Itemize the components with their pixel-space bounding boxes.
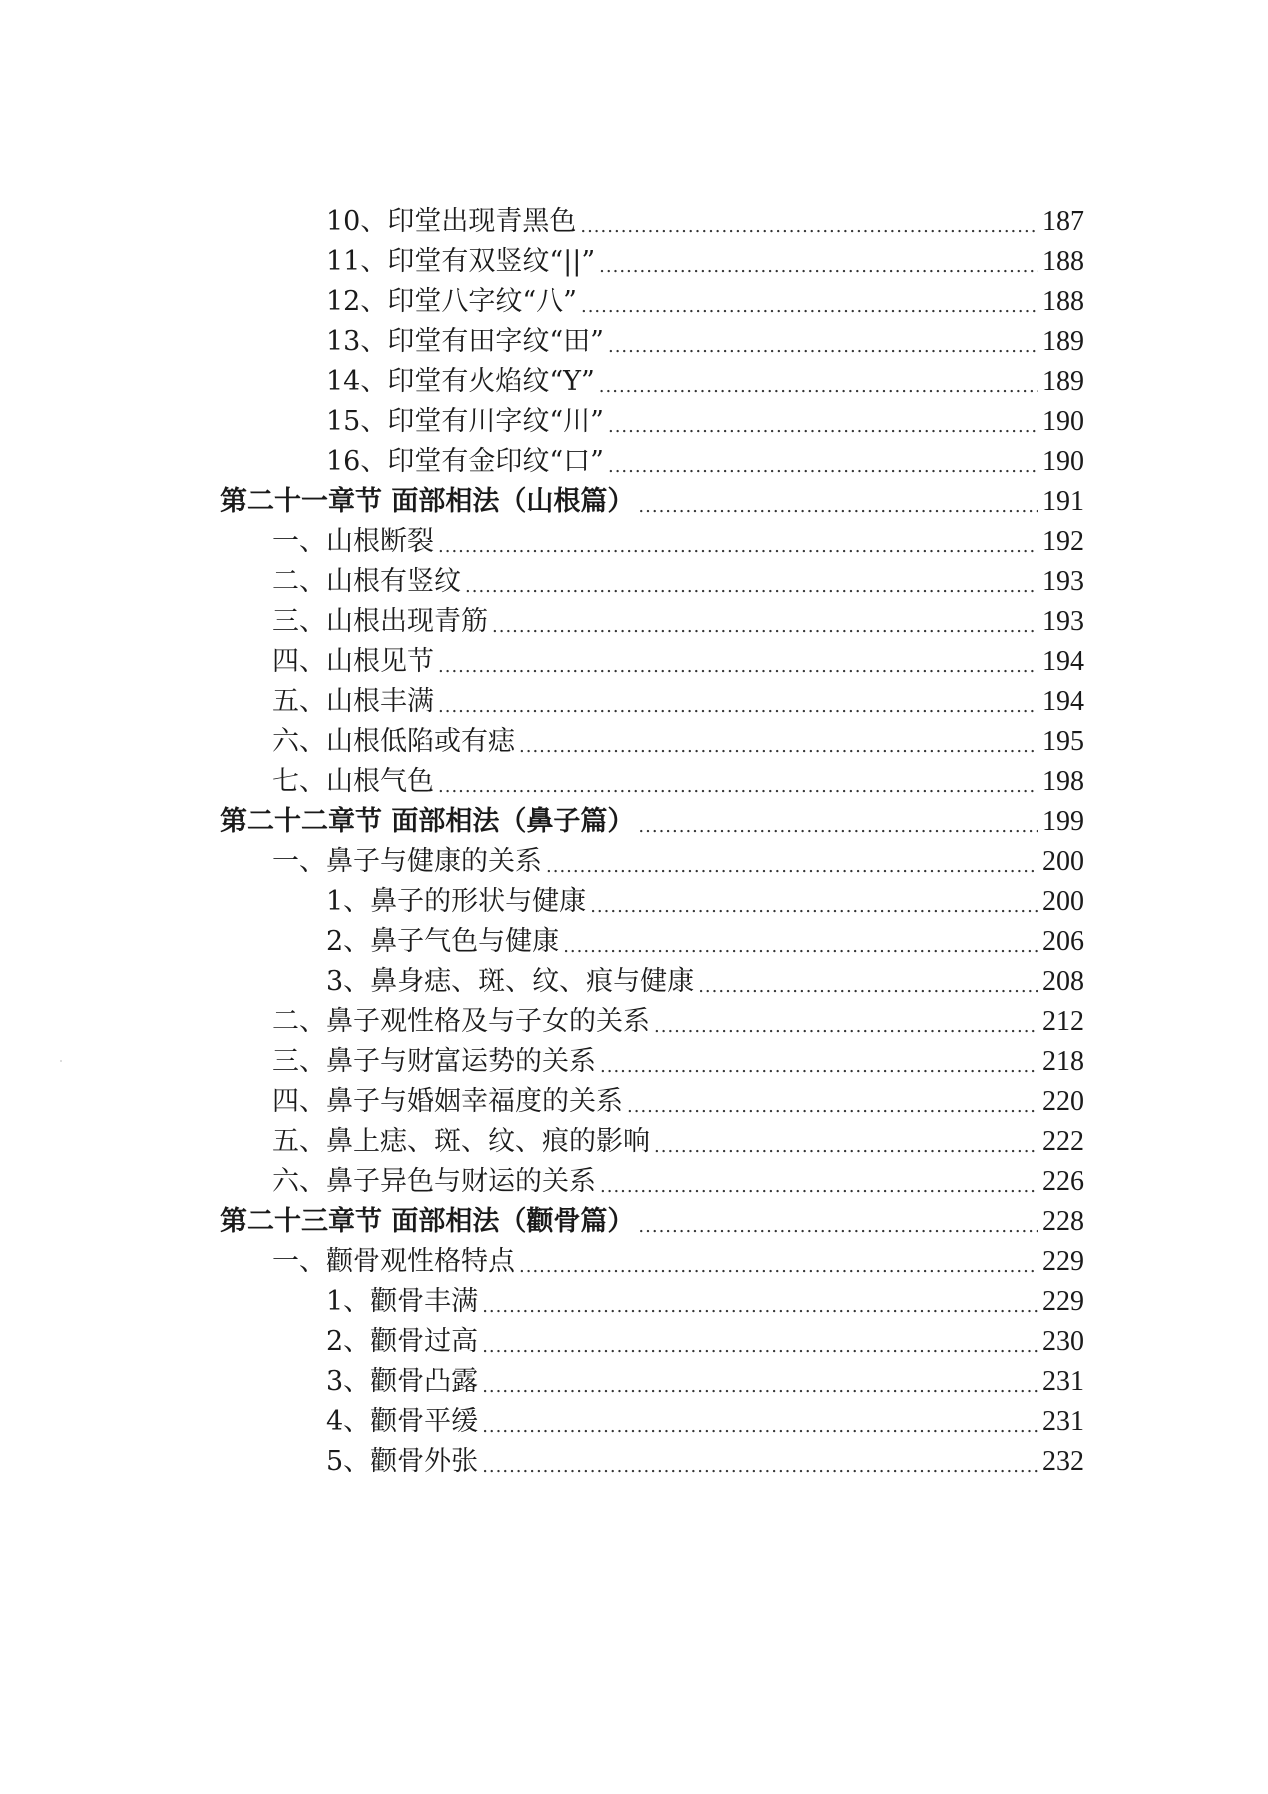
toc-entry-label: 二、山根有竖纹 [272,566,461,597]
toc-dot-leader [608,402,1038,442]
toc-entry-row[interactable] [220,562,1084,602]
toc-dot-leader [465,562,1038,602]
toc-dot-leader [654,1122,1038,1162]
toc-entry-row[interactable] [220,1402,1084,1442]
toc-entry-row[interactable] [220,1322,1084,1362]
toc-page-number: 193 [1042,566,1084,597]
toc-entry-label: 一、山根断裂 [272,526,434,557]
toc-entry-row[interactable] [220,1002,1084,1042]
toc-entry-label: 3、颧骨凸露 [326,1366,479,1397]
toc-entry-label: 1、鼻子的形状与健康 [326,886,587,917]
toc-dot-leader [599,242,1038,282]
toc-entry-label: 一、鼻子与健康的关系 [272,846,542,877]
toc-page-number: 218 [1042,1046,1084,1077]
toc-entry-row[interactable] [220,322,1084,362]
toc-chapter-row[interactable] [220,1202,1084,1242]
toc-entry-row[interactable] [220,642,1084,682]
toc-entry-label: 2、鼻子气色与健康 [326,926,560,957]
toc-dot-leader [581,282,1038,322]
toc-dot-leader [438,522,1038,562]
toc-entry-row[interactable] [220,1362,1084,1402]
toc-page-number: 212 [1042,1006,1084,1037]
toc-page-number: 229 [1042,1246,1084,1277]
toc-entry-row[interactable] [220,1042,1084,1082]
toc-entry-label: 4、颧骨平缓 [326,1406,479,1437]
toc-entry-label: 一、颧骨观性格特点 [272,1246,515,1277]
toc-entry-row[interactable] [220,602,1084,642]
toc-entry-label: 第二十二章节 面部相法（鼻子篇） [220,806,635,837]
toc-entry-label: 六、山根低陷或有痣 [272,726,515,757]
toc-entry-label: 15、印堂有川字纹“川” [326,406,604,437]
toc-entry-row[interactable] [220,1082,1084,1122]
toc-entry-row[interactable] [220,522,1084,562]
toc-page-number: 193 [1042,606,1084,637]
toc-dot-leader [638,482,1038,522]
table-of-contents [220,202,1084,1482]
toc-page-number: 228 [1042,1206,1084,1237]
toc-entry-label: 2、颧骨过高 [326,1326,479,1357]
toc-dot-leader [580,202,1038,242]
toc-page-number: 222 [1042,1126,1084,1157]
toc-entry-label: 1、颧骨丰满 [326,1286,479,1317]
toc-entry-label: 二、鼻子观性格及与子女的关系 [272,1006,650,1037]
toc-entry-row[interactable] [220,442,1084,482]
toc-page-number: 229 [1042,1286,1084,1317]
toc-dot-leader [600,1162,1038,1202]
toc-dot-leader [482,1402,1038,1442]
toc-entry-row[interactable] [220,202,1084,242]
toc-entry-row[interactable] [220,1282,1084,1322]
toc-entry-row[interactable] [220,362,1084,402]
toc-entry-row[interactable] [220,922,1084,962]
toc-page-number: 190 [1042,446,1084,477]
toc-page-number: 191 [1042,486,1084,517]
toc-page-number: 194 [1042,686,1084,717]
toc-chapter-row[interactable] [220,802,1084,842]
toc-entry-label: 14、印堂有火焰纹“Y” [326,366,595,397]
toc-dot-leader [608,442,1038,482]
toc-entry-label: 10、印堂出现青黑色 [326,206,577,237]
toc-entry-row[interactable] [220,882,1084,922]
toc-entry-label: 第二十三章节 面部相法（颧骨篇） [220,1206,635,1237]
toc-page-number: 188 [1042,246,1084,277]
toc-chapter-row[interactable] [220,482,1084,522]
toc-dot-leader [438,682,1038,722]
toc-page-number: 188 [1042,286,1084,317]
toc-page-number: 220 [1042,1086,1084,1117]
toc-entry-label: 11、印堂有双竖纹“||” [326,246,596,277]
toc-entry-row[interactable] [220,1162,1084,1202]
toc-dot-leader [563,922,1038,962]
toc-page-number: 194 [1042,646,1084,677]
toc-page-number: 195 [1042,726,1084,757]
toc-entry-label: 七、山根气色 [272,766,434,797]
toc-dot-leader [438,762,1038,802]
toc-page-number: 200 [1042,886,1084,917]
toc-entry-row[interactable] [220,282,1084,322]
toc-entry-row[interactable] [220,962,1084,1002]
toc-entry-label: 16、印堂有金印纹“口” [326,446,604,477]
toc-dot-leader [627,1082,1038,1122]
toc-dot-leader [438,642,1038,682]
toc-entry-row[interactable] [220,1442,1084,1482]
scan-speck [60,1060,62,1062]
toc-entry-label: 四、鼻子与婚姻幸福度的关系 [272,1086,623,1117]
toc-page-number: 208 [1042,966,1084,997]
toc-dot-leader [698,962,1038,1002]
toc-dot-leader [482,1362,1038,1402]
toc-page-number: 189 [1042,366,1084,397]
toc-entry-row[interactable] [220,1242,1084,1282]
toc-page-number: 231 [1042,1406,1084,1437]
toc-entry-row[interactable] [220,682,1084,722]
toc-dot-leader [599,362,1038,402]
toc-entry-row[interactable] [220,242,1084,282]
toc-entry-row[interactable] [220,402,1084,442]
toc-dot-leader [519,1242,1038,1282]
toc-dot-leader [482,1322,1038,1362]
toc-entry-label: 第二十一章节 面部相法（山根篇） [220,486,635,517]
toc-entry-row[interactable] [220,762,1084,802]
toc-entry-row[interactable] [220,1122,1084,1162]
toc-entry-label: 三、鼻子与财富运势的关系 [272,1046,596,1077]
toc-dot-leader [654,1002,1038,1042]
toc-dot-leader [590,882,1038,922]
toc-dot-leader [492,602,1038,642]
toc-page-number: 230 [1042,1326,1084,1357]
toc-entry-row[interactable] [220,722,1084,762]
toc-dot-leader [638,1202,1038,1242]
toc-entry-label: 3、鼻身痣、斑、纹、痕与健康 [326,966,695,997]
toc-entry-label: 五、山根丰满 [272,686,434,717]
toc-entry-label: 13、印堂有田字纹“田” [326,326,604,357]
toc-entry-row[interactable] [220,842,1084,882]
toc-page-number: 190 [1042,406,1084,437]
toc-page-number: 198 [1042,766,1084,797]
toc-page-number: 226 [1042,1166,1084,1197]
toc-entry-label: 12、印堂八字纹“八” [326,286,577,317]
toc-page-number: 200 [1042,846,1084,877]
toc-entry-label: 六、鼻子异色与财运的关系 [272,1166,596,1197]
toc-dot-leader [546,842,1038,882]
toc-page-number: 231 [1042,1366,1084,1397]
toc-entry-label: 三、山根出现青筋 [272,606,488,637]
toc-entry-label: 5、颧骨外张 [326,1446,479,1477]
toc-page-number: 206 [1042,926,1084,957]
toc-dot-leader [482,1282,1038,1322]
toc-entry-label: 四、山根见节 [272,646,434,677]
toc-dot-leader [519,722,1038,762]
toc-page-number: 189 [1042,326,1084,357]
toc-page-number: 187 [1042,206,1084,237]
toc-entry-label: 五、鼻上痣、斑、纹、痕的影响 [272,1126,650,1157]
toc-dot-leader [608,322,1038,362]
toc-page-number: 232 [1042,1446,1084,1477]
toc-dot-leader [482,1442,1038,1482]
toc-dot-leader [638,802,1038,842]
toc-page-number: 199 [1042,806,1084,837]
toc-page-number: 192 [1042,526,1084,557]
toc-dot-leader [600,1042,1038,1082]
